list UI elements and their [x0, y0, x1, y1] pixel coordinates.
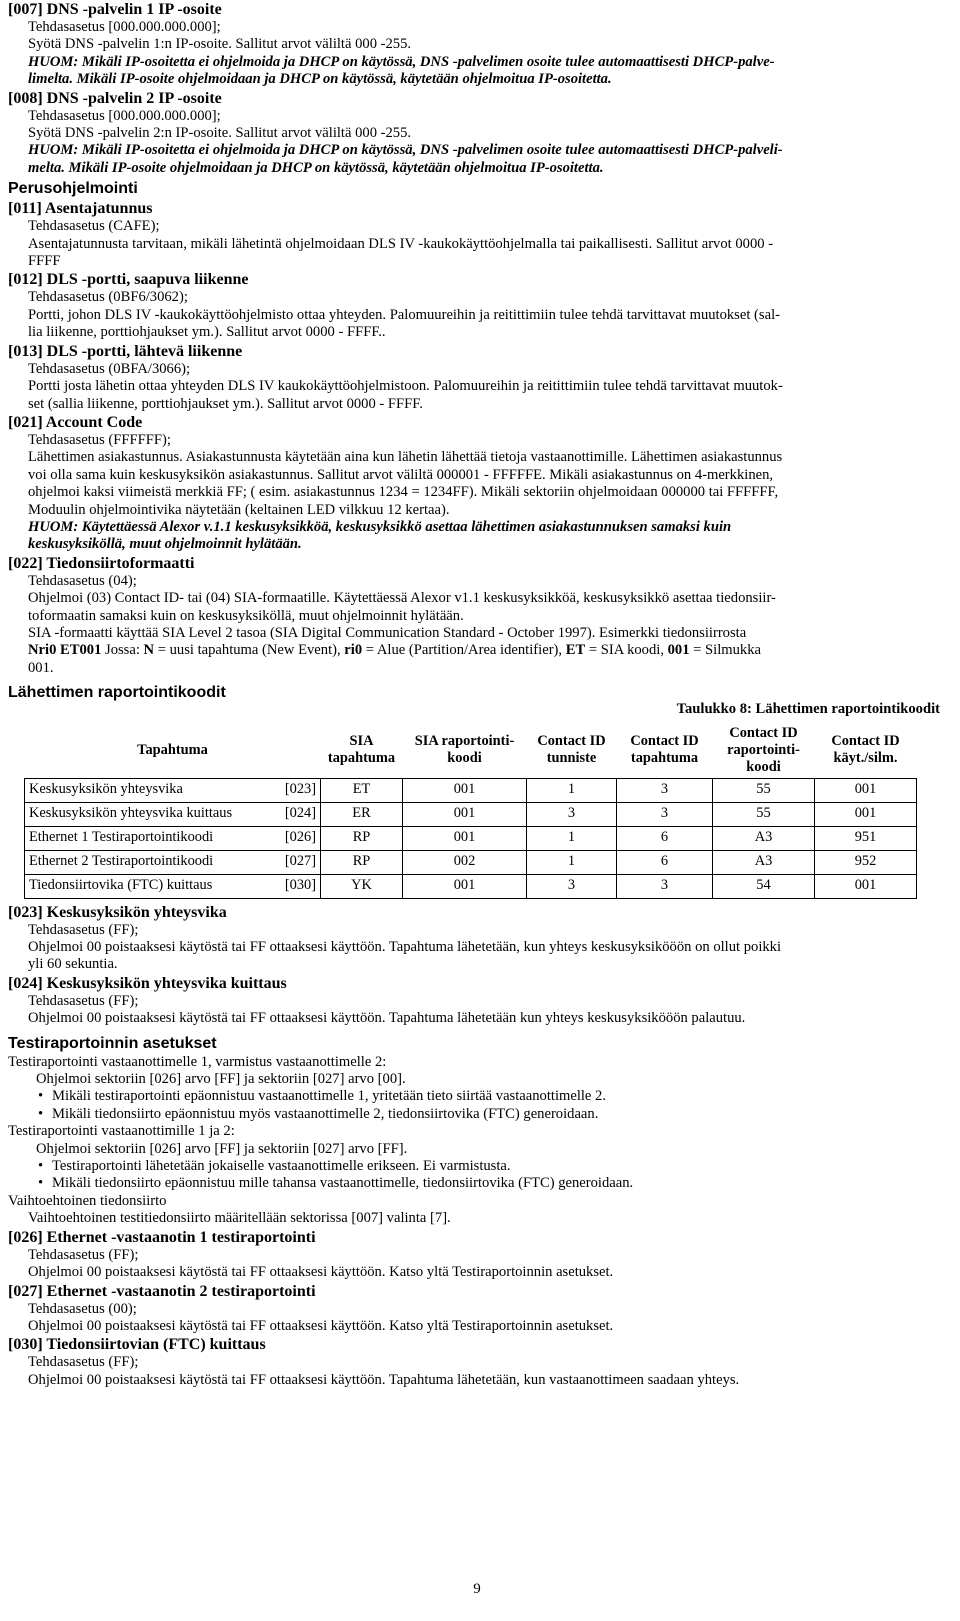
cell-cid-zone: 952: [815, 850, 917, 874]
table-row: [25, 874, 917, 898]
section-027-title: [027] Ethernet -vastaanotin 2 testiraportointi: [8, 1282, 316, 1300]
test-option-b-title: Testiraportointi vastaanottimille 1 ja 2:: [8, 1123, 235, 1140]
section-022-default: Tehdasasetus (04);: [28, 572, 137, 589]
section-024-title: [024] Keskusyksikön yhteysvika kuittaus: [8, 974, 287, 992]
section-007-default: Tehdasasetus [000.000.000.000];: [28, 19, 221, 35]
section-007-note-line1: HUOM: Mikäli IP-osoitetta ei ohjelmoida ja DHCP on käytössä, DNS -palvelimen osoite tulee automaattisesti DHCP-palve-: [28, 53, 775, 70]
example-text-b: = uusi tapahtuma (New Event),: [154, 642, 345, 659]
table-row: [25, 850, 917, 874]
test-option-b-line: Ohjelmoi sektoriin [026] arvo [FF] ja sektoriin [027] arvo [FF].: [36, 1140, 408, 1157]
section-022-desc-line2: toformaatin samaksi kuin on keskusyksiköllä, muut ohjelmoinnit hylätään.: [28, 607, 464, 624]
cell-cid-code: A3: [713, 826, 815, 850]
section-011-default: Tehdasasetus (CAFE);: [28, 218, 160, 235]
test-option-c-title: Vaihtoehtoinen tiedonsiirto: [8, 1192, 167, 1209]
cell-sia-event: RP: [321, 850, 403, 874]
basic-programming-heading: Perusohjelmointi: [8, 180, 138, 198]
cell-section: [026]: [274, 826, 321, 850]
cell-event: Tiedonsiirtovika (FTC) kuittaus: [25, 874, 274, 898]
cell-section: [024]: [274, 802, 321, 826]
section-021-desc-line4: Moduulin ohjelmointivika näytetään (keltainen LED vilkkuu 12 kertaa).: [28, 501, 450, 518]
section-012-desc-line1: Portti, johon DLS IV -kaukokäyttöohjelmisto ottaa yhteyden. Palomuureihin ja reitittimiin tulee tehdä tarvittavat muutokset (sal-: [28, 306, 780, 323]
table-row: [25, 826, 917, 850]
col-header-cid-qualifier: Contact ID tunniste: [537, 733, 606, 767]
cell-sia-code: 001: [403, 802, 527, 826]
page-number: 9: [473, 1581, 481, 1597]
col-header-cid-event: Contact ID tapahtuma: [630, 733, 699, 767]
example-text-a: Jossa:: [101, 642, 144, 659]
section-013-desc-line1: Portti josta lähetin ottaa yhteyden DLS IV kaukokäyttöohjelmistoon. Palomuureihin ja reitittimiin tulee tehdä tarvittavat muutok-: [28, 378, 783, 395]
example-text-e: = Silmukka: [689, 642, 761, 659]
cell-cid-event: 3: [617, 874, 713, 898]
col-header-event: Tapahtuma: [137, 741, 208, 758]
section-022-title: [022] Tiedonsiirtoformaatti: [8, 554, 195, 572]
cell-event: Keskusyksikön yhteysvika: [25, 778, 274, 802]
cell-sia-event: ER: [321, 802, 403, 826]
example-text-c: = Alue (Partition/Area identifier),: [362, 642, 566, 659]
test-reporting-heading: Testiraportoinnin asetukset: [8, 1034, 217, 1052]
section-026-desc: Ohjelmoi 00 poistaaksesi käytöstä tai FF ottaaksesi käyttöön. Katso yltä Testiraportoinnin asetukset.: [28, 1264, 614, 1281]
section-024-desc-line1: Ohjelmoi 00 poistaaksesi käytöstä tai FF ottaaksesi käyttöön. Tapahtuma lähetetään kun yhteys keskusyksikööön palautuu.: [28, 1010, 746, 1027]
example-ri: ri0: [344, 642, 363, 659]
section-013-desc-line2: set (sallia liikenne, porttiohjaukset ym.). Sallitut arvot 0000 - FFFF.: [28, 395, 423, 412]
section-026-title: [026] Ethernet -vastaanotin 1 testiraportointi: [8, 1228, 316, 1246]
cell-cid-zone: 001: [815, 778, 917, 802]
section-021-desc-line1: Lähettimen asiakastunnus. Asiakastunnusta käytetään aina kun lähetin lähettää tietoja vastaanottimille. Lähettimen asiakastunnus: [28, 449, 783, 466]
cell-event: Ethernet 2 Testiraportointikoodi: [25, 850, 274, 874]
example-n: N: [143, 642, 155, 659]
cell-cid-qualifier: 1: [527, 826, 617, 850]
section-013-title: [013] DLS -portti, lähtevä liikenne: [8, 342, 243, 360]
cell-sia-event: RP: [321, 826, 403, 850]
section-021-default: Tehdasasetus (FFFFFF);: [28, 431, 171, 448]
section-012-default: Tehdasasetus (0BF6/3062);: [28, 289, 188, 306]
cell-cid-qualifier: 1: [527, 850, 617, 874]
section-022-desc-line3: SIA -formaatti käyttää SIA Level 2 tasoa (SIA Digital Communication Standard - October 1997). Esimerkki tiedonsiirrosta: [28, 624, 747, 641]
test-option-c-line: Vaihtoehtoinen testitiedonsiirto määritellään sektorissa [007] valinta [7].: [28, 1210, 451, 1227]
section-023-desc-line2: yli 60 sekuntia.: [28, 956, 118, 973]
section-012-desc-line2: lia liikenne, porttiohjaukset ym.). Sallitut arvot 0000 - FFFF..: [28, 324, 386, 341]
section-008-title: [008] DNS -palvelin 2 IP -osoite: [8, 89, 222, 107]
section-030-title: [030] Tiedonsiirtovian (FTC) kuittaus: [8, 1336, 266, 1354]
section-021-note-line2: keskusyksiköllä, muut ohjelmoinnit hylätään.: [28, 536, 302, 553]
section-030-default: Tehdasasetus (FF);: [28, 1354, 139, 1371]
example-code: Nri0 ET001: [28, 642, 102, 659]
section-023-default: Tehdasasetus (FF);: [28, 921, 139, 938]
section-008-note-line2: melta. Mikäli IP-osoite ohjelmoidaan ja DHCP on käytössä, käytetään ohjelmoitua IP-osoitetta.: [28, 159, 604, 176]
cell-cid-code: 54: [713, 874, 815, 898]
section-007-note-line2: limelta. Mikäli IP-osoite ohjelmoidaan ja DHCP on käytössä, käytetään ohjelmoitua IP-osoitetta.: [28, 71, 612, 88]
cell-cid-code: 55: [713, 802, 815, 826]
list-item: • Mikäli tiedonsiirto epäonnistuu mille tahansa vastaanottimelle, tiedonsiirtovika (FTC) generoidaan.: [38, 1175, 634, 1192]
document-page: [8, 0, 946, 1597]
cell-sia-code: 001: [403, 826, 527, 850]
reporting-codes-heading: Lähettimen raportointikoodit: [8, 684, 226, 702]
section-030-desc: Ohjelmoi 00 poistaaksesi käytöstä tai FF ottaaksesi käyttöön. Tapahtuma lähetetään, kun vastaanottimeen saadaan yhteys.: [28, 1371, 740, 1388]
section-023-title: [023] Keskusyksikön yhteysvika: [8, 903, 227, 921]
section-023-desc-line1: Ohjelmoi 00 poistaaksesi käytöstä tai FF ottaaksesi käyttöön. Tapahtuma lähetetään, kun yhteys keskusyksikööön on ollut poikki: [28, 939, 782, 955]
reporting-codes-table: [24, 723, 917, 899]
section-013-default: Tehdasasetus (0BFA/3066);: [28, 360, 191, 377]
list-item: • Mikäli tiedonsiirto epäonnistuu myös vastaanottimelle 2, tiedonsiirtovika (FTC) generoidaan.: [38, 1105, 599, 1122]
section-021-desc-line2: voi olla sama kuin keskusyksikön asiakastunnus. Sallitut arvot väliltä 000001 - FFFFFE. Mikäli asiakastunnus on 4-merkkinen,: [28, 466, 774, 483]
col-header-cid-code: Contact ID raportointi-koodi: [727, 724, 800, 775]
test-option-a-line: Ohjelmoi sektoriin [026] arvo [FF] ja sektoriin [027] arvo [00].: [36, 1071, 406, 1088]
section-021-note-line1: HUOM: Käytettäessä Alexor v.1.1 keskusyksikköä, keskusyksikkö asettaa lähettimen asiakastunnuksen samaksi kuin: [28, 518, 732, 535]
cell-cid-zone: 001: [815, 874, 917, 898]
cell-sia-code: 001: [403, 778, 527, 802]
section-011-desc-line1: Asentajatunnusta tarvitaan, mikäli lähetintä ohjelmoidaan DLS IV -kaukokäyttöohjelmalla tai paikallisesti. Sallitut arvot 0000 -: [28, 235, 774, 252]
table-caption: Taulukko 8: Lähettimen raportointikoodit: [676, 701, 940, 718]
section-027-default: Tehdasasetus (00);: [28, 1300, 137, 1317]
cell-cid-qualifier: 3: [527, 874, 617, 898]
cell-sia-event: YK: [321, 874, 403, 898]
cell-cid-zone: 001: [815, 802, 917, 826]
section-008-note-line1: HUOM: Mikäli IP-osoitetta ei ohjelmoida ja DHCP on käytössä, DNS -palvelimen osoite tulee automaattisesti DHCP-palveli-: [28, 142, 783, 159]
cell-sia-code: 001: [403, 874, 527, 898]
example-et: ET: [565, 642, 586, 659]
cell-cid-code: A3: [713, 850, 815, 874]
section-008-default: Tehdasasetus [000.000.000.000];: [28, 107, 221, 124]
section-012-title: [012] DLS -portti, saapuva liikenne: [8, 271, 249, 289]
cell-event: Ethernet 1 Testiraportointikoodi: [25, 826, 274, 850]
section-027-desc: Ohjelmoi 00 poistaaksesi käytöstä tai FF ottaaksesi käyttöön. Katso yltä Testiraportoinnin asetukset.: [28, 1317, 614, 1334]
cell-cid-code: 55: [713, 778, 815, 802]
cell-cid-event: 3: [617, 778, 713, 802]
section-022-example-end: 001.: [28, 659, 54, 676]
section-011-title: [011] Asentajatunnus: [8, 200, 153, 218]
section-022-example-line: [8, 642, 946, 659]
cell-sia-code: 002: [403, 850, 527, 874]
cell-cid-qualifier: 1: [527, 778, 617, 802]
section-026-default: Tehdasasetus (FF);: [28, 1246, 139, 1263]
table-header-row: [25, 723, 917, 779]
cell-cid-zone: 951: [815, 826, 917, 850]
col-header-cid-zone: Contact ID käyt./silm.: [831, 733, 900, 767]
section-024-default: Tehdasasetus (FF);: [28, 992, 139, 1009]
table-row: [25, 778, 917, 802]
cell-section: [030]: [274, 874, 321, 898]
cell-event: Keskusyksikön yhteysvika kuittaus: [25, 802, 274, 826]
list-item: • Testiraportointi lähetetään jokaiselle vastaanottimelle erikseen. Ei varmistusta.: [38, 1158, 511, 1175]
cell-cid-event: 3: [617, 802, 713, 826]
cell-cid-event: 6: [617, 850, 713, 874]
example-001: 001: [667, 642, 690, 659]
cell-sia-event: ET: [321, 778, 403, 802]
cell-cid-event: 6: [617, 826, 713, 850]
section-022-desc-line1: Ohjelmoi (03) Contact ID- tai (04) SIA-formaatille. Käytettäessä Alexor v1.1 keskusyksikköä, keskusyksikkö asettaa tiedonsiir-: [28, 590, 776, 607]
col-header-sia-event: SIA tapahtuma: [327, 733, 396, 767]
table-row: [25, 802, 917, 826]
col-header-sia-code: SIA raportointi-koodi: [414, 733, 515, 767]
section-008-desc: Syötä DNS -palvelin 2:n IP-osoite. Sallitut arvot väliltä 000 -255.: [28, 125, 412, 142]
example-text-d: = SIA koodi,: [585, 642, 668, 659]
test-option-a-title: Testiraportointi vastaanottimelle 1, varmistus vastaanottimelle 2:: [8, 1053, 387, 1070]
section-021-desc-line3: ohjelmoi kaksi viimeistä merkkiä FF; ( esim. asiakastunnus 1234 = 1234FF). Mikäli sektoriin ohjelmoidaan 000000 tai FFFFFF,: [28, 484, 779, 501]
cell-section: [027]: [274, 850, 321, 874]
list-item: • Mikäli testiraportointi epäonnistuu vastaanottimelle 1, yritetään tieto siirtää vastaanottimelle 2.: [38, 1088, 607, 1105]
cell-cid-qualifier: 3: [527, 802, 617, 826]
section-007-desc: Syötä DNS -palvelin 1:n IP-osoite. Sallitut arvot väliltä 000 -255.: [28, 36, 412, 53]
cell-section: [023]: [274, 778, 321, 802]
section-011-desc-line2: FFFF: [28, 253, 61, 270]
section-021-title: [021] Account Code: [8, 413, 143, 431]
section-007-title: [007] DNS -palvelin 1 IP -osoite: [8, 1, 222, 18]
